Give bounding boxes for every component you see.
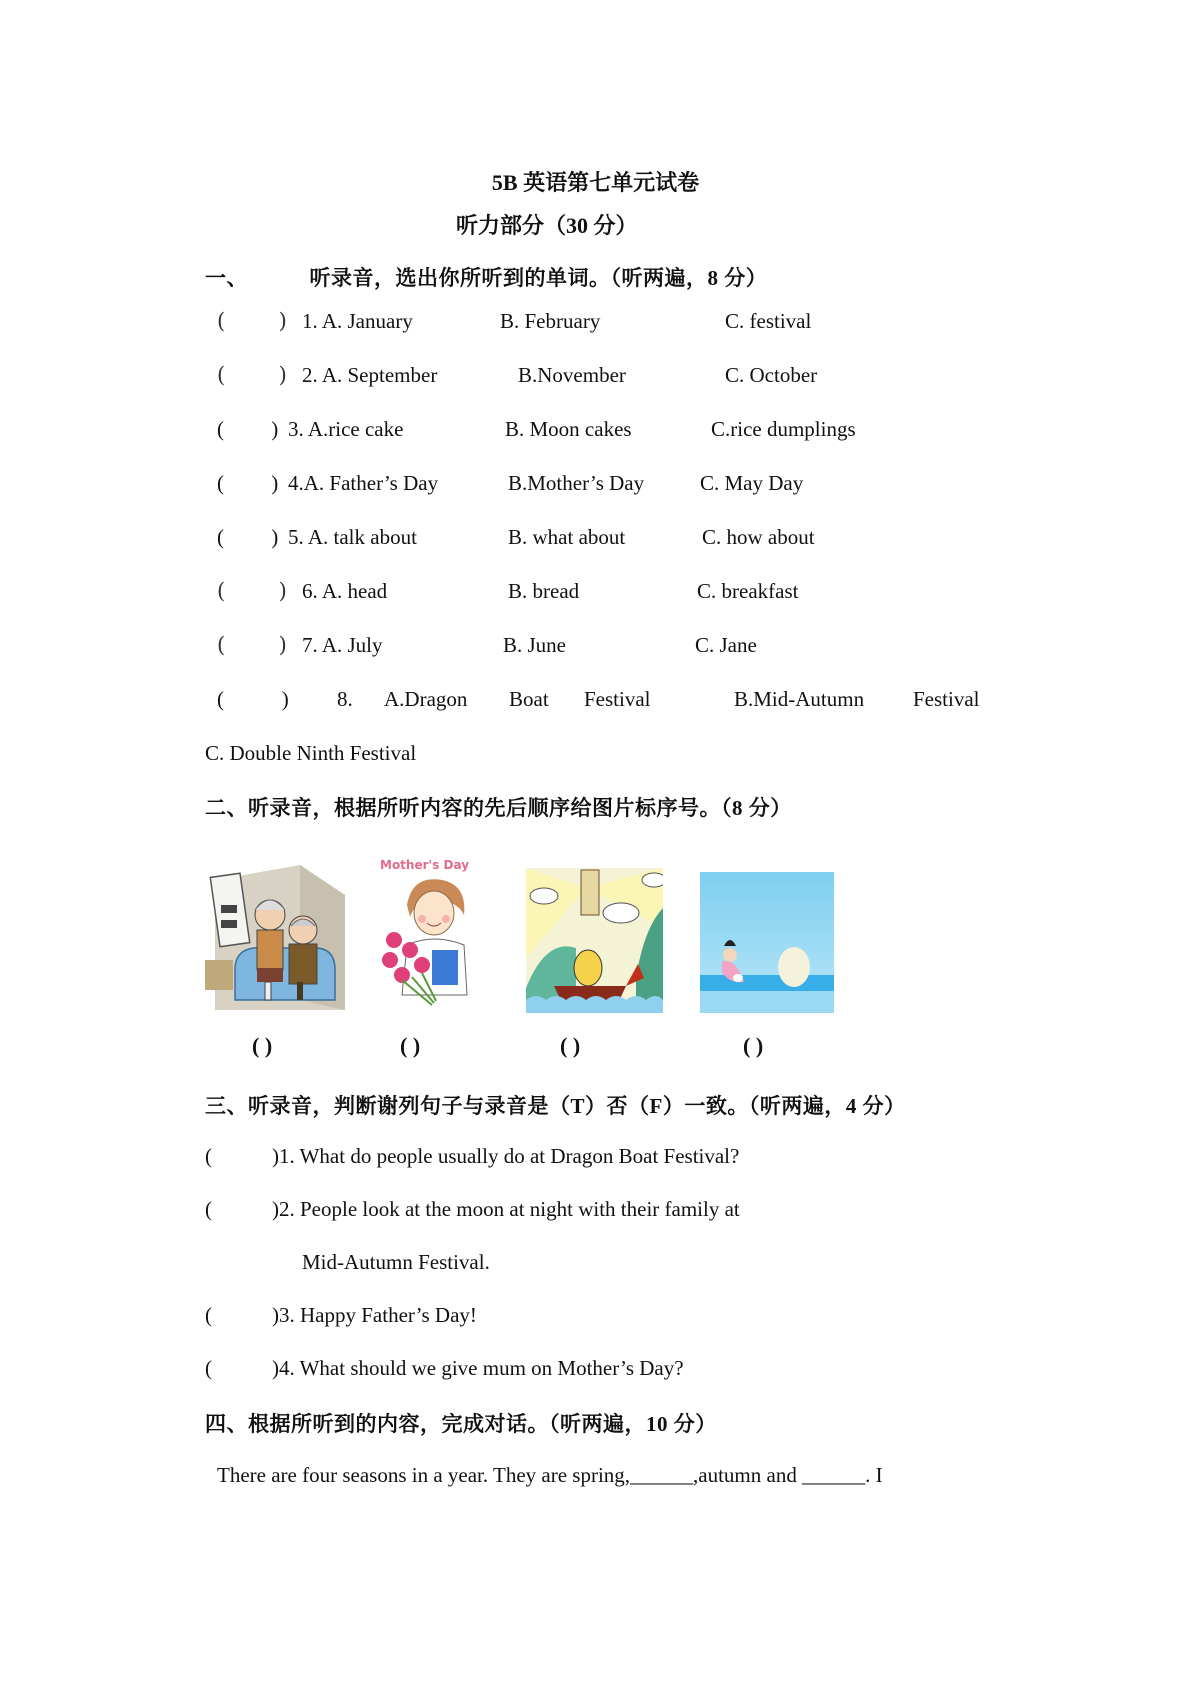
- q8-option-c: C. Double Ninth Festival: [205, 741, 417, 765]
- q3-option-c: C.rice dumplings: [711, 417, 856, 441]
- q7-option-a: 7. A. July: [302, 633, 383, 657]
- q4-option-a: 4.A. Father’s Day: [288, 471, 439, 495]
- tf1-sentence: )1. What do people usually do at Dragon Boat Festival?: [272, 1144, 740, 1168]
- q3-option-b: B. Moon cakes: [505, 417, 632, 441]
- q3-answer-paren[interactable]: ( ): [217, 417, 279, 441]
- q4-option-c: C. May Day: [700, 471, 804, 495]
- q2-answer-paren[interactable]: ( ): [217, 363, 287, 387]
- mothers-day-illustration: [372, 855, 492, 1013]
- q7-option-c: C. Jane: [695, 633, 757, 657]
- q6-answer-paren[interactable]: ( ): [217, 579, 287, 603]
- picture-dragon-boat: [526, 868, 663, 1013]
- section4-passage: There are four seasons in a year. They are spring,______,autumn and ______. I: [217, 1463, 883, 1487]
- q6-option-c: C. breakfast: [697, 579, 799, 603]
- q8-option-b-word1: B.Mid-Autumn: [734, 687, 865, 711]
- q6-option-b: B. bread: [508, 579, 580, 603]
- elderly-couple-illustration: [205, 860, 350, 1012]
- mid-autumn-illustration: [700, 872, 834, 1013]
- q5-answer-paren[interactable]: ( ): [217, 525, 279, 549]
- section2-heading: 二、听录音，根据所听内容的先后顺序给图片标序号。（8 分）: [205, 796, 792, 820]
- picture-mid-autumn: [700, 872, 834, 1013]
- q8-option-b-word2: Festival: [913, 687, 980, 711]
- picture1-answer-blank[interactable]: ( ): [252, 1033, 273, 1058]
- q1-option-c: C. festival: [725, 309, 812, 333]
- q8-option-a-word3: Festival: [584, 687, 651, 711]
- tf2-sentence: )2. People look at the moon at night with their family at: [272, 1197, 740, 1221]
- picture-elderly-couple: [205, 860, 350, 1012]
- q5-option-a: 5. A. talk about: [288, 525, 417, 549]
- q1-option-b: B. February: [500, 309, 601, 333]
- tf2-answer-paren[interactable]: (: [205, 1197, 212, 1221]
- tf4-sentence: )4. What should we give mum on Mother’s Day?: [272, 1356, 684, 1380]
- section1-number: 一、: [205, 266, 248, 290]
- q2-option-b: B.November: [518, 363, 626, 387]
- q1-option-a: 1. A. January: [302, 309, 413, 333]
- section1-heading: [205, 262, 767, 292]
- picture-mothers-day: [372, 855, 492, 1013]
- section1-title: 听录音，选出你所听到的单词。（听两遍，8 分）: [309, 266, 768, 290]
- q8-option-a-word1: A.Dragon: [384, 687, 468, 711]
- q4-option-b: B.Mother’s Day: [508, 471, 645, 495]
- dragon-boat-illustration: [526, 868, 663, 1013]
- q8-option-a-word2: Boat: [509, 687, 549, 711]
- section4-heading: 四、根据所听到的内容，完成对话。（听两遍，10 分）: [205, 1412, 717, 1436]
- tf2-sentence-continued: Mid-Autumn Festival.: [302, 1250, 490, 1274]
- picture4-answer-blank[interactable]: ( ): [743, 1033, 764, 1058]
- picture3-answer-blank[interactable]: ( ): [560, 1033, 581, 1058]
- q2-option-a: 2. A. September: [302, 363, 438, 387]
- q5-option-b: B. what about: [508, 525, 626, 549]
- q7-option-b: B. June: [503, 633, 566, 657]
- tf3-sentence: )3. Happy Father’s Day!: [272, 1303, 477, 1327]
- q8-number: 8.: [337, 687, 353, 711]
- tf3-answer-paren[interactable]: (: [205, 1303, 212, 1327]
- q6-option-a: 6. A. head: [302, 579, 388, 603]
- section3-heading: 三、听录音，判断谢列句子与录音是（T）否（F）一致。（听两遍，4 分）: [205, 1094, 906, 1118]
- q7-answer-paren[interactable]: ( ): [217, 633, 287, 657]
- q3-option-a: 3. A.rice cake: [288, 417, 404, 441]
- q4-answer-paren[interactable]: ( ): [217, 471, 279, 495]
- document-subtitle: 听力部分（30 分）: [456, 213, 638, 238]
- mothers-day-caption: Mother's Day: [380, 858, 470, 872]
- tf1-answer-paren[interactable]: (: [205, 1144, 212, 1168]
- document-title: 5B 英语第七单元试卷: [491, 170, 700, 195]
- q1-answer-paren[interactable]: ( ): [217, 309, 287, 333]
- picture2-answer-blank[interactable]: ( ): [400, 1033, 421, 1058]
- q5-option-c: C. how about: [702, 525, 815, 549]
- q8-answer-paren[interactable]: ( ): [217, 687, 289, 711]
- tf4-answer-paren[interactable]: (: [205, 1356, 212, 1380]
- q2-option-c: C. October: [725, 363, 818, 387]
